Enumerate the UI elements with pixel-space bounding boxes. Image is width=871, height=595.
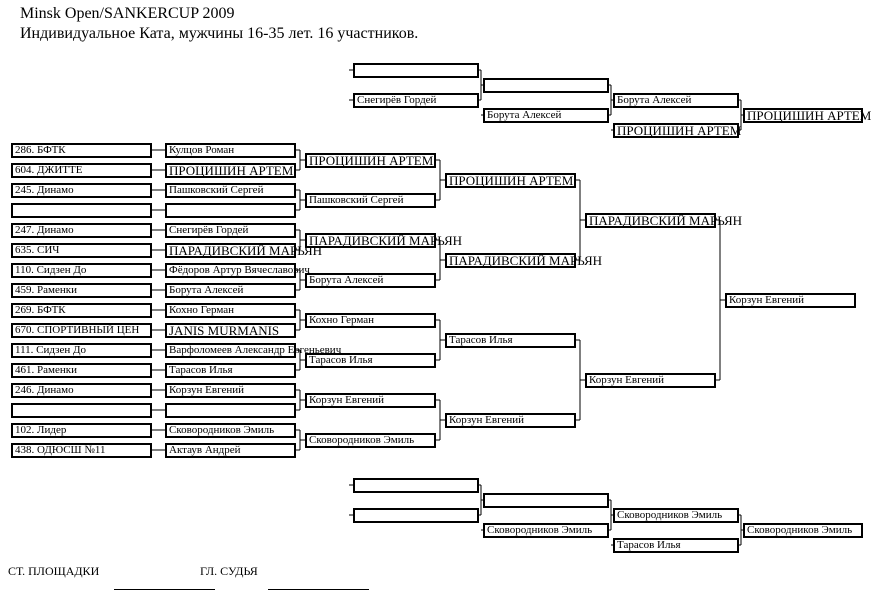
site-chief-signature-line <box>114 589 215 590</box>
round2-cell: ПРОЦИШИН АРТЕМ <box>445 173 576 188</box>
repechage-top-cell: Снегирёв Гордей <box>353 93 479 108</box>
round1-cell: Корзун Евгений <box>305 393 436 408</box>
final-cell: Корзун Евгений <box>725 293 856 308</box>
round3-cell: Корзун Евгений <box>585 373 716 388</box>
repechage-bottom-cell: Сковородников Эмиль <box>613 508 739 523</box>
participant-cell: ПРОЦИШИН АРТЕМ <box>165 163 296 178</box>
repechage-top-cell <box>353 63 479 78</box>
club-cell: 670. СПОРТИВНЫЙ ЦЕН <box>11 323 152 338</box>
round1-cell: Кохно Герман <box>305 313 436 328</box>
repechage-bottom-cell: Сковородников Эмиль <box>743 523 863 538</box>
round3-cell: ПАРАДИВСКИЙ МАРЬЯН <box>585 213 716 228</box>
page-subtitle: Индивидуальное Ката, мужчины 16-35 лет. 16 участников. <box>20 25 419 42</box>
participant-cell <box>165 403 296 418</box>
site-chief-label: СТ. ПЛОЩАДКИ <box>8 564 100 578</box>
round1-cell: ПАРАДИВСКИЙ МАРЬЯН <box>305 233 436 248</box>
repechage-bottom-cell: Сковородников Эмиль <box>483 523 609 538</box>
repechage-top-cell: ПРОЦИШИН АРТЕМ <box>613 123 739 138</box>
club-cell: 269. БФТК <box>11 303 152 318</box>
participant-cell: Борута Алексей <box>165 283 296 298</box>
participant-cell: Снегирёв Гордей <box>165 223 296 238</box>
repechage-bottom-cell: Тарасов Илья <box>613 538 739 553</box>
club-cell: 110. Сидзен До <box>11 263 152 278</box>
repechage-bottom-cell <box>483 493 609 508</box>
participant-cell: Кохно Герман <box>165 303 296 318</box>
participant-cell: Сковородников Эмиль <box>165 423 296 438</box>
round1-cell: Пашковский Сергей <box>305 193 436 208</box>
club-cell: 286. БФТК <box>11 143 152 158</box>
participant-cell: JANIS MURMANIS <box>165 323 296 338</box>
repechage-top-cell: Борута Алексей <box>483 108 609 123</box>
participant-cell: Фёдоров Артур Вячеславович <box>165 263 296 278</box>
repechage-top-cell: Борута Алексей <box>613 93 739 108</box>
club-cell: 246. Динамо <box>11 383 152 398</box>
participant-cell <box>165 203 296 218</box>
club-cell: 111. Сидзен До <box>11 343 152 358</box>
club-cell: 247. Динамо <box>11 223 152 238</box>
participant-cell: Тарасов Илья <box>165 363 296 378</box>
repechage-top-cell <box>483 78 609 93</box>
main-judge-signature-line <box>268 589 369 590</box>
round2-cell: ПАРАДИВСКИЙ МАРЬЯН <box>445 253 576 268</box>
club-cell: 461. Раменки <box>11 363 152 378</box>
round1-cell: ПРОЦИШИН АРТЕМ <box>305 153 436 168</box>
participant-cell: Актаув Андрей <box>165 443 296 458</box>
club-cell: 102. Лидер <box>11 423 152 438</box>
main-judge-label: ГЛ. СУДЬЯ <box>200 564 258 578</box>
round1-cell: Борута Алексей <box>305 273 436 288</box>
round2-cell: Тарасов Илья <box>445 333 576 348</box>
round2-cell: Корзун Евгений <box>445 413 576 428</box>
participant-cell: ПАРАДИВСКИЙ МАРЬЯН <box>165 243 296 258</box>
repechage-bottom-cell <box>353 478 479 493</box>
club-cell: 604. ДЖИТТЕ <box>11 163 152 178</box>
participant-cell: Варфоломеев Александр Евгеньевич <box>165 343 296 358</box>
participant-cell: Кулцов Роман <box>165 143 296 158</box>
club-cell: 245. Динамо <box>11 183 152 198</box>
club-cell <box>11 203 152 218</box>
round1-cell: Сковородников Эмиль <box>305 433 436 448</box>
participant-cell: Корзун Евгений <box>165 383 296 398</box>
club-cell: 438. ОДЮСШ №11 <box>11 443 152 458</box>
participant-cell: Пашковский Сергей <box>165 183 296 198</box>
club-cell: 459. Раменки <box>11 283 152 298</box>
round1-cell: Тарасов Илья <box>305 353 436 368</box>
repechage-bottom-cell <box>353 508 479 523</box>
repechage-top-cell: ПРОЦИШИН АРТЕМ <box>743 108 863 123</box>
page-title: Minsk Open/SANKERCUP 2009 <box>20 5 235 22</box>
club-cell: 635. СИЧ <box>11 243 152 258</box>
club-cell <box>11 403 152 418</box>
